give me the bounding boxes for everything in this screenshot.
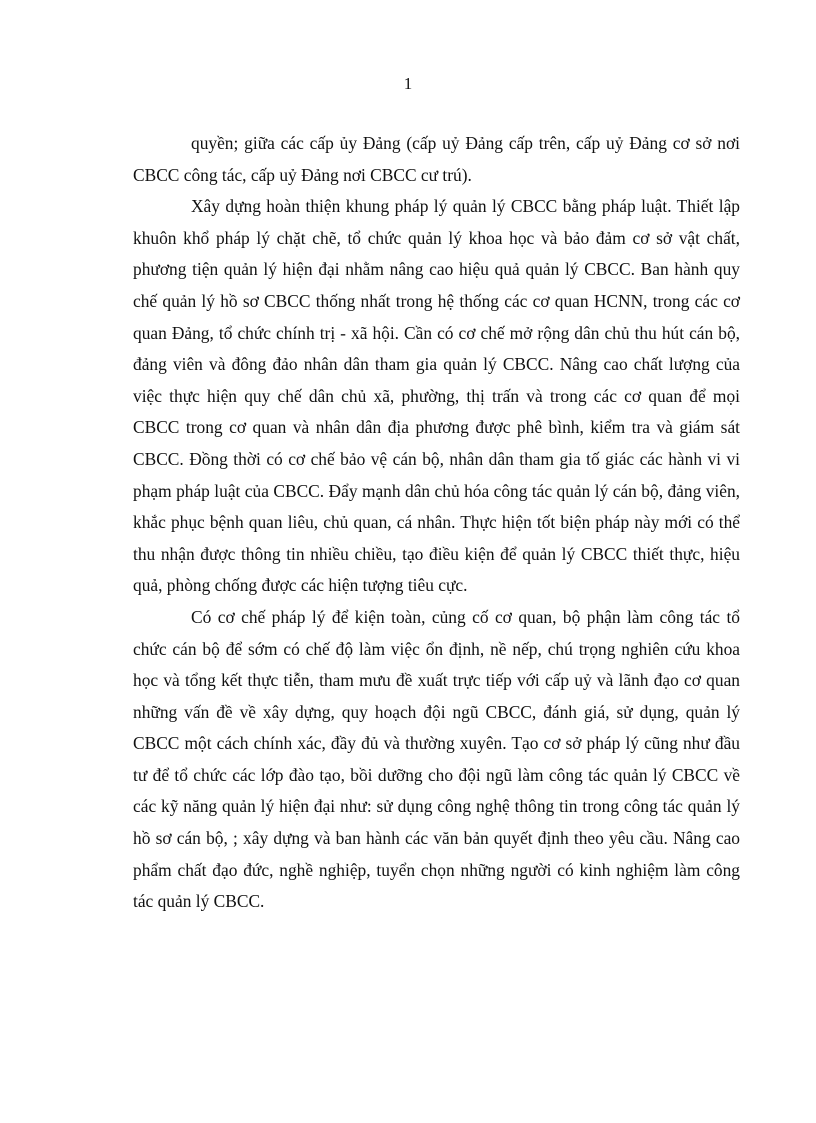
paragraph-legal-framework: Xây dựng hoàn thiện khung pháp lý quản lý CBCC bằng pháp luật. Thiết lập khuôn khổ pháp lý chặt chẽ, tổ chức quản lý khoa học và bảo đảm cơ sở vật chất, phương tiện quản lý hiện đại nhằm nâng cao hiệu quả quản lý CBCC. Ban hành quy chế quản lý hồ sơ CBCC thống nhất trong hệ thống các cơ quan HCNN, trong các cơ quan Đảng, tổ chức chính trị - xã hội. Cần có cơ chế mở rộng dân chủ thu hút cán bộ, đảng viên và đông đảo nhân dân tham gia quản lý CBCC. Nâng cao chất lượng của việc thực hiện quy chế dân chủ xã, phường, thị trấn và trong các cơ quan để mọi CBCC trong cơ quan và nhân dân địa phương được phê bình, kiểm tra và giám sát CBCC. Đồng thời có cơ chế bảo vệ cán bộ, nhân dân tham gia tố giác các hành vi vi phạm pháp luật của CBCC. Đẩy mạnh dân chủ hóa công tác quản lý cán bộ, đảng viên, khắc phục bệnh quan liêu, chủ quan, cá nhân. Thực hiện tốt biện pháp này mới có thể thu nhận được thông tin nhiều chiều, tạo điều kiện để quản lý CBCC thiết thực, hiệu quả, phòng chống được các hiện tượng tiêu cực. [133,196,740,596]
paragraph-continued: quyền; giữa các cấp ủy Đảng (cấp uỷ Đảng cấp trên, cấp uỷ Đảng cơ sở nơi CBCC công tác, cấp uỷ Đảng nơi CBCC cư trú). [133,133,740,185]
document-body [133,128,740,918]
paragraph-organization-mechanism: Có cơ chế pháp lý để kiện toàn, củng cố cơ quan, bộ phận làm công tác tổ chức cán bộ để sớm có chế độ làm việc ổn định, nề nếp, chú trọng nghiên cứu khoa học và tổng kết thực tiễn, tham mưu đề xuất trực tiếp với cấp uỷ và lãnh đạo cơ quan những vấn đề về xây dựng, quy hoạch đội ngũ CBCC, đánh giá, sử dụng, quản lý CBCC một cách chính xác, đầy đủ và thường xuyên. Tạo cơ sở pháp lý cũng như đầu tư để tổ chức các lớp đào tạo, bồi dưỡng cho đội ngũ làm công tác quản lý CBCC về các kỹ năng quản lý hiện đại như: sử dụng công nghệ thông tin trong công tác quản lý hồ sơ cán bộ, ; xây dựng và ban hành các văn bản quyết định theo yêu cầu. Nâng cao phẩm chất đạo đức, nghề nghiệp, tuyển chọn những người có kinh nghiệm làm công tác quản lý CBCC. [133,606,740,912]
page-number: 1 [403,74,413,93]
